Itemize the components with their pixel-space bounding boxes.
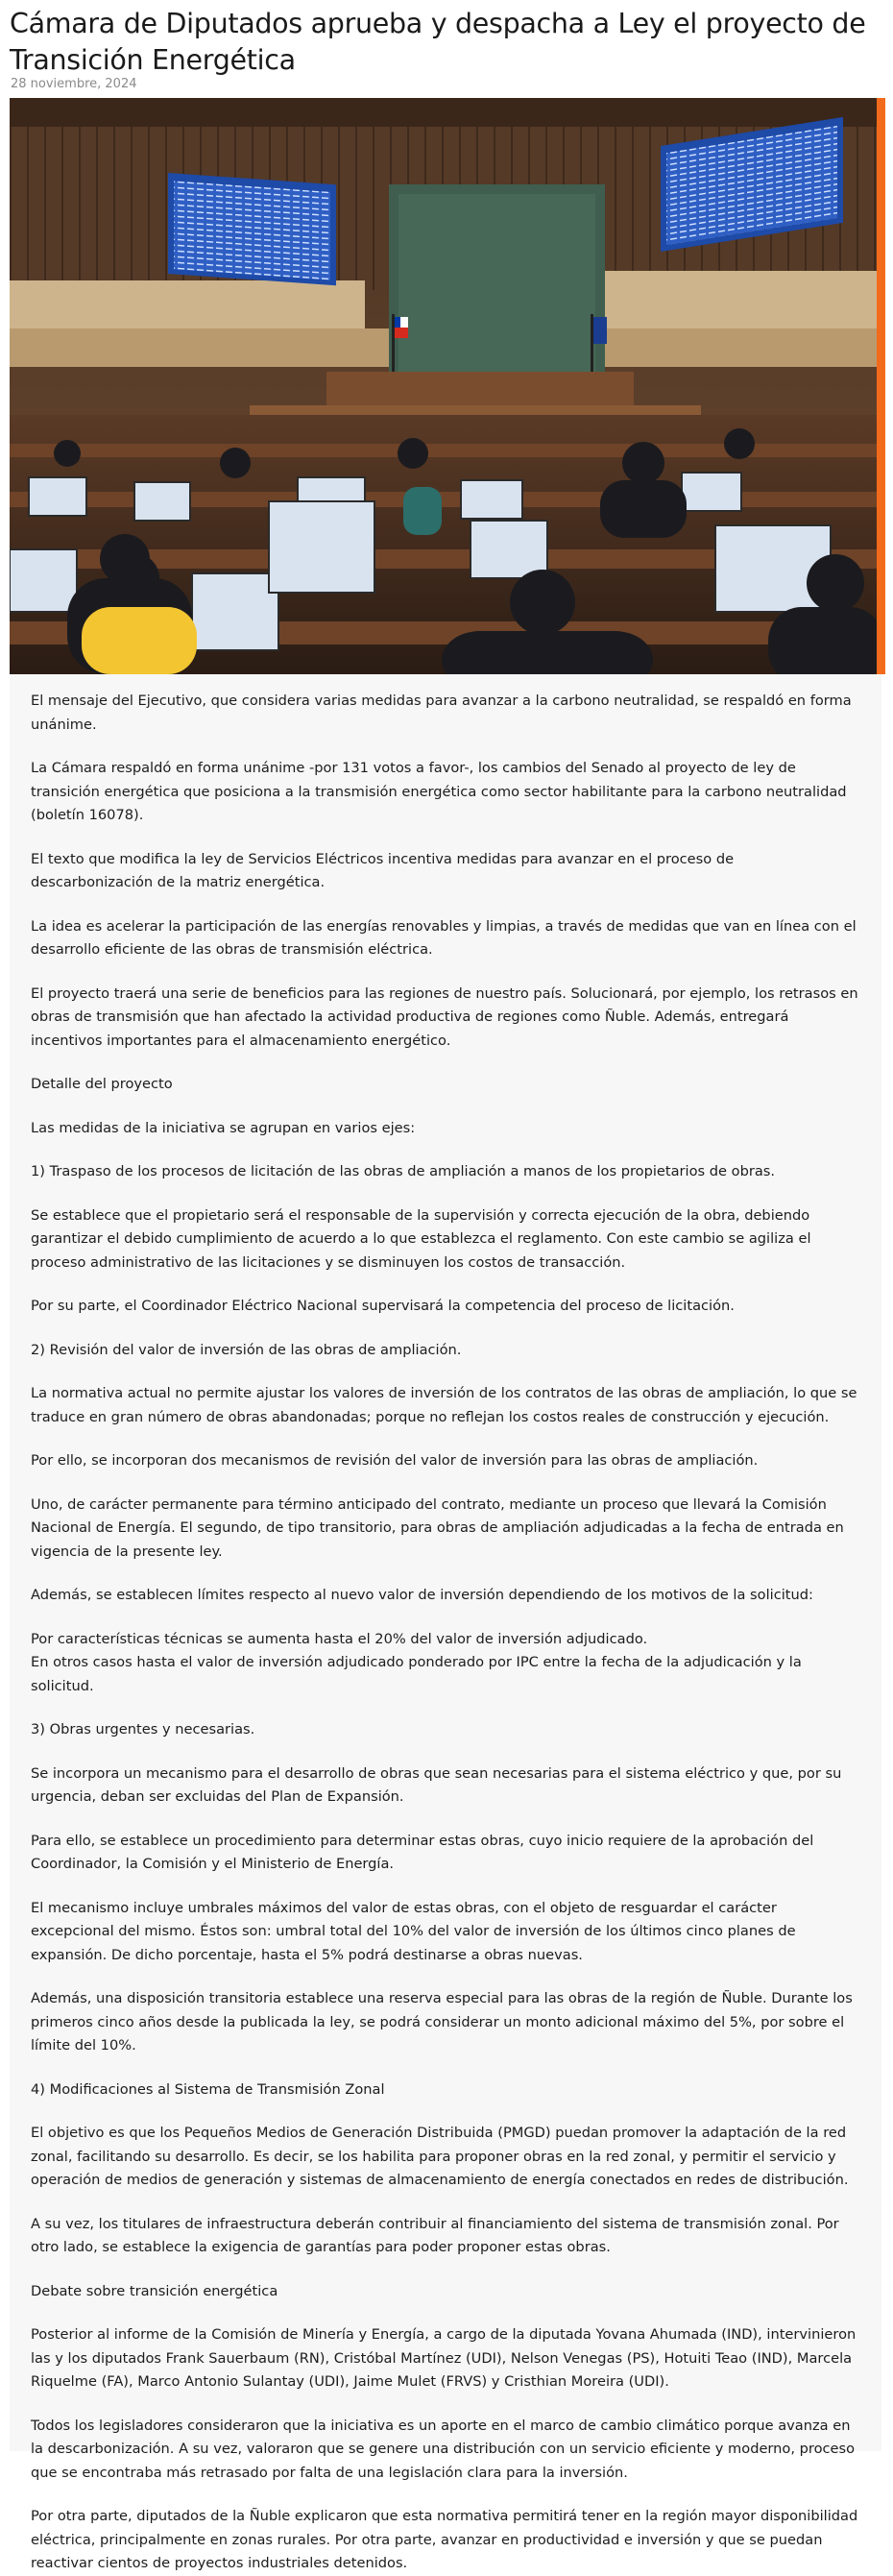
article-paragraph: Se incorpora un mecanismo para el desarrollo de obras que sean necesarias para el sistema eléctrico y que, por su urgencia, deban ser excluidas del Plan de Expansión. <box>31 1764 842 1805</box>
article-paragraph: La normativa actual no permite ajustar los valores de inversión de los contratos de las obras de ampliación, lo que se traduce en gran número de obras abandonadas; porque no reflejan los costos reales de construcción y ejecución. <box>31 1385 857 1425</box>
article-body <box>10 674 881 2571</box>
article-paragraph: El mensaje del Ejecutivo, que considera varias medidas para avanzar a la carbono neutralidad, se respaldó en forma unánime. <box>31 693 852 733</box>
article-paragraph: El objetivo es que los Pequeños Medios de Generación Distribuida (PMGD) puedan promover la adaptación de la red zonal, facilitando su desarrollo. Es decir, se los habilita para proponer obras en la red zonal, y permitir el servicio y operación de medios de generación y sistemas de almacenamiento de energía conectados en redes de distribución. <box>31 2125 849 2188</box>
article-paragraph: La Cámara respaldó en forma unánime -por 131 votos a favor-, los cambios del Senado al proyecto de ley de transición energética que posiciona a la transmisión energética como sector habilitante para la carbono neutralidad (boletín 16078). <box>31 760 847 823</box>
article-title: Cámara de Diputados aprueba y despacha a Ley el proyecto de Transición Energética <box>10 8 866 76</box>
article-paragraph: Posterior al informe de la Comisión de Minería y Energía, a cargo de la diputada Yovana Ahumada (IND), intervinieron las y los diputados Frank Sauerbaum (RN), Cristóbal Martínez (UDI), Nelson Venegas (PS), Hotuiti Teao (IND), Marcela Riquelme (FA), Marco Antonio Sulantay (UDI), Jaime Mulet (FRVS) y Cristhian Moreira (UDI). <box>31 2326 857 2390</box>
article-paragraph: Por ello, se incorporan dos mecanismos de revisión del valor de inversión para las obras de ampliación. <box>31 1452 759 1469</box>
article-paragraph: Además, se establecen límites respecto al nuevo valor de inversión dependiendo de los motivos de la solicitud: <box>31 1587 813 1603</box>
article-paragraph: Detalle del proyecto <box>31 1076 173 1092</box>
article-paragraph: Debate sobre transición energética <box>31 2282 278 2299</box>
article-paragraph: A su vez, los titulares de infraestructura deberán contribuir al financiamiento del sistema de transmisión zonal. Por otro lado, se establece la exigencia de garantías para poder proponer estas obras. <box>31 2215 839 2255</box>
article-paragraph: Además, una disposición transitoria establece una reserva especial para las obras de la región de Ñuble. Durante los primeros cinco años desde la publicada la ley, se podrá considerar un monto adicional máximo del 5%, por sobre el límite del 10%. <box>31 1990 853 2054</box>
article-paragraph: Para ello, se establece un procedimiento para determinar estas obras, cuyo inicio requiere de la aprobación del Coordinador, la Comisión y el Ministerio de Energía. <box>31 1832 814 1872</box>
article-paragraph: Uno, de carácter permanente para término anticipado del contrato, mediante un proceso que llevará la Comisión Nacional de Energía. El segundo, de tipo transitorio, para obras de ampliación adjudicadas a la fecha de entrada en vigencia de la presente ley. <box>31 1495 844 1560</box>
article-paragraph: El mecanismo incluye umbrales máximos del valor de estas obras, con el objeto de resguardar el carácter excepcional del mismo. Éstos son: umbral total del 10% del valor de inversión de los últimos cinco planes de expansión. De dicho porcentaje, hasta el 5% podrá destinarse a obras nuevas. <box>31 1899 796 1963</box>
article-date: 28 noviembre, 2024 <box>11 77 137 91</box>
article-paragraph: Por características técnicas se aumenta hasta el 20% del valor de inversión adjudicado. En otros casos hasta el valor de inversión adjudicado ponderado por IPC entre la fecha de la adjudicación y la solicitud. <box>31 1630 802 1694</box>
article-paragraph: El texto que modifica la ley de Servicios Eléctricos incentiva medidas para avanzar en el proceso de descarbonización de la matriz energética. <box>31 850 735 890</box>
article-paragraph: Las medidas de la iniciativa se agrupan en varios ejes: <box>31 1119 416 1136</box>
article-paragraph: 2) Revisión del valor de inversión de las obras de ampliación. <box>31 1341 462 1358</box>
article-paragraph: Por otra parte, diputados de la Ñuble explicaron que esta normativa permitirá tener en la región mayor disponibilidad eléctrica, principalmente en zonas rurales. Por otra parte, avanzar en productividad e inversión y que se puedan reactivar cientos de proyectos industriales detenidos. <box>31 2508 858 2571</box>
article-paragraph: La idea es acelerar la participación de las energías renovables y limpias, a través de medidas que van en línea con el desarrollo eficiente de las obras de transmisión eléctrica. <box>31 917 857 958</box>
article-paragraph: Por su parte, el Coordinador Eléctrico Nacional supervisará la competencia del proceso de licitación. <box>31 1298 735 1314</box>
accent-bar <box>877 98 885 674</box>
article-paragraph: 3) Obras urgentes y necesarias. <box>31 1721 255 1738</box>
article-paragraph: Se establece que el propietario será el responsable de la supervisión y correcta ejecución de la obra, debiendo garantizar el debido cumplimiento de acuerdo a lo que establezca el reglamento. Con este cambio se agiliza el proceso administrativo de las licitaciones y se disminuyen los costos de transacción. <box>31 1206 811 1271</box>
article-paragraph: El proyecto traerá una serie de beneficios para las regiones de nuestro país. Solucionará, por ejemplo, los retrasos en obras de transmisión que han afectado la actividad productiva de regiones como Ñuble. Además, entregará incentivos importantes para el almacenamiento energético. <box>31 984 858 1049</box>
article-paragraph: Todos los legisladores consideraron que la iniciativa es un aporte en el marco de cambio climático porque avanza en la descarbonización. A su vez, valoraron que se genere una distribución con un servicio eficiente y moderno, proceso que se encontraba más retrasado por falta de una legislación clara para la inversión. <box>31 2417 856 2481</box>
hero-photo-chamber-session <box>10 98 881 674</box>
article-paragraph: 4) Modificaciones al Sistema de Transmisión Zonal <box>31 2080 385 2098</box>
article-paragraph: 1) Traspaso de los procesos de licitación de las obras de ampliación a manos de los propietarios de obras. <box>31 1163 776 1179</box>
